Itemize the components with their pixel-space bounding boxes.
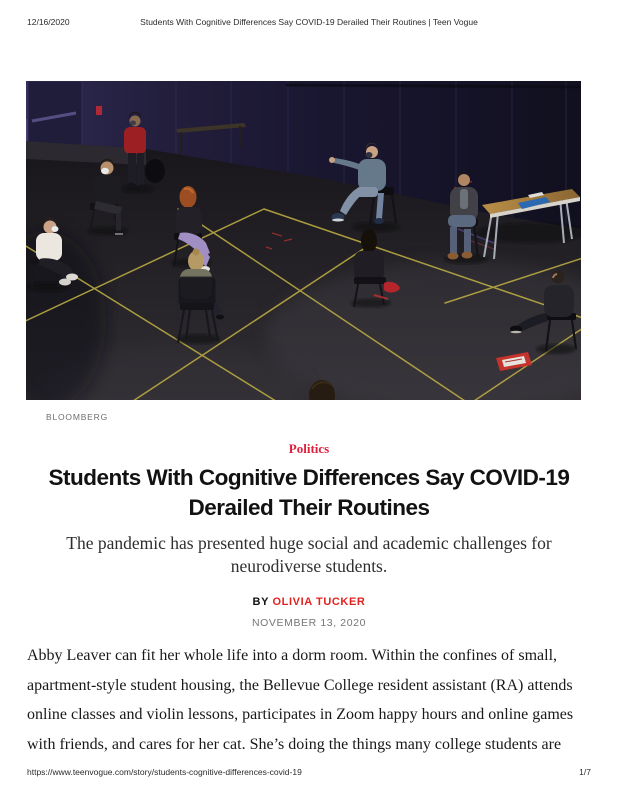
page-indicator: 1/7 [579,767,591,777]
print-header-title: Students With Cognitive Differences Say COVID-19 Derailed Their Routines | Teen Vogue [140,17,478,27]
body-line-3: online classes and violin lessons, participates in Zoom happy hours and online games [27,706,574,723]
article-body [27,641,607,759]
headline-line-1: Students With Cognitive Differences Say COVID-19 [48,465,570,490]
dek-line-2: neurodiverse students. [230,556,388,576]
publish-date: NOVEMBER 13, 2020 [251,617,367,629]
fire-alarm [96,106,102,115]
byline [0,596,618,608]
hero-photo [26,81,581,422]
body-line-1: Abby Leaver can fit her whole life into a dorm room. Within the confines of small, [27,647,558,664]
print-header-date: 12/16/2020 [27,17,70,27]
category-label[interactable]: Politics [288,441,330,456]
dek-line-1: The pandemic has presented huge social and academic challenges for [66,533,552,553]
article-headline [0,463,618,523]
byline-prefix: BY [252,596,273,608]
body-line-2: apartment-style student housing, the Bellevue College resident assistant (RA) attends [27,676,573,694]
footer-url[interactable]: https://www.teenvogue.com/story/students-cognitive-differences-covid-19 [27,767,302,777]
photo-credit: BLOOMBERG [46,412,108,422]
author-name[interactable]: OLIVIA TUCKER [272,596,366,608]
headline-line-2: Derailed Their Routines [188,495,430,520]
article-dek [0,532,618,578]
theater-photo-illustration [26,81,581,400]
body-line-4: with friends, and cares for her cat. She’s doing the things many college students are [27,735,562,753]
